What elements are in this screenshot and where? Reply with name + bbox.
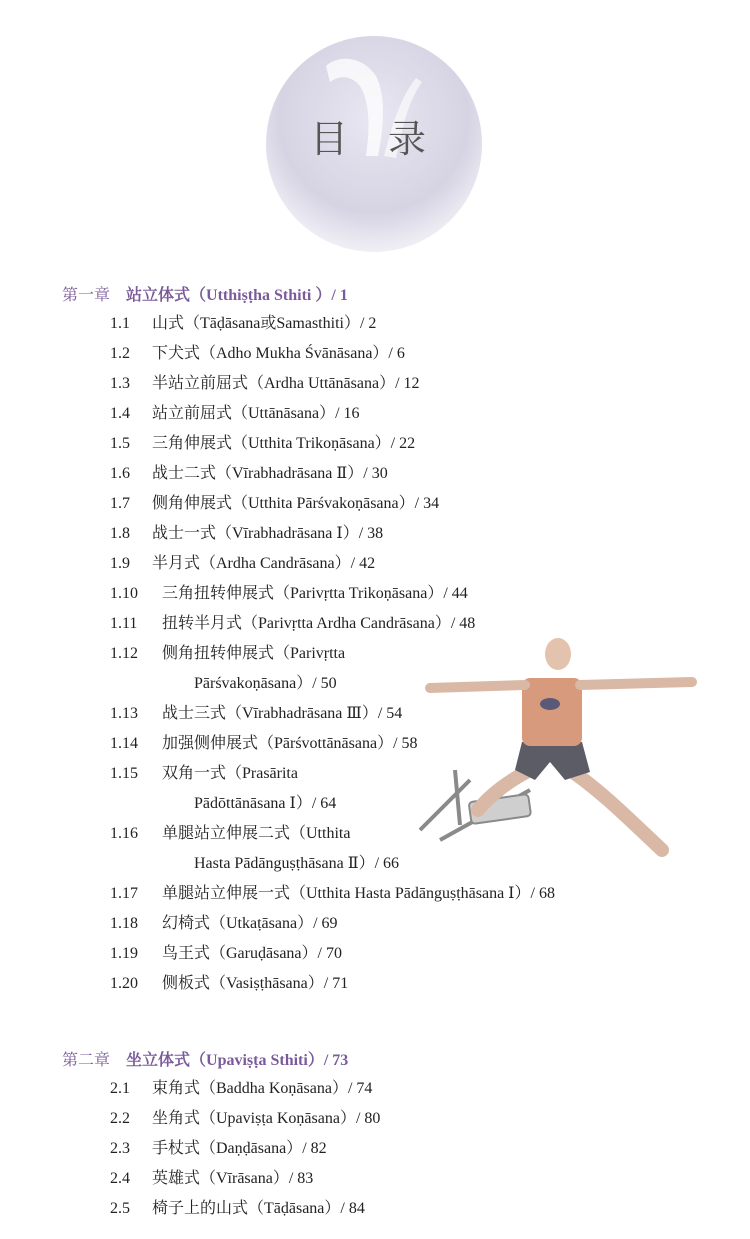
entry-number: 1.12 — [110, 645, 138, 662]
entry-number: 2.1 — [110, 1080, 130, 1097]
entry-number: 1.17 — [110, 885, 138, 902]
chapter-number: 第一章 — [62, 287, 111, 304]
entry-text: 三角扭转伸展式（Parivṛtta Trikoṇāsana）/ 44 — [162, 585, 468, 602]
entry-number: 1.2 — [110, 345, 130, 362]
entry-number: 1.14 — [110, 735, 138, 752]
chapter-heading[interactable] — [62, 1047, 348, 1070]
toc-entry[interactable] — [110, 580, 468, 603]
entry-number: 1.4 — [110, 405, 130, 422]
entry-text: 山式（Tāḍāsana或Samasthiti）/ 2 — [152, 315, 377, 332]
toc-entry[interactable] — [110, 910, 338, 933]
chapter-number: 第二章 — [62, 1052, 111, 1069]
entry-text: 战士二式（Vīrabhadrāsana Ⅱ）/ 30 — [152, 465, 388, 482]
toc-entry[interactable] — [110, 730, 418, 753]
page-title: 目 录 — [309, 117, 441, 161]
toc-entry[interactable] — [110, 880, 555, 903]
toc-entry[interactable] — [110, 370, 420, 393]
toc-entry[interactable] — [110, 430, 415, 453]
entry-text: 椅子上的山式（Tāḍāsana）/ 84 — [152, 1200, 365, 1217]
entry-text: 下犬式（Adho Mukha Śvānāsana）/ 6 — [152, 345, 405, 362]
entry-number: 1.3 — [110, 375, 130, 392]
entry-number: 1.11 — [110, 615, 138, 632]
toc-entry[interactable] — [110, 400, 360, 423]
yoga-pose-illustration — [400, 630, 700, 870]
entry-text: 半月式（Ardha Candrāsana）/ 42 — [152, 555, 376, 572]
toc-entry[interactable] — [110, 940, 342, 963]
toc-entry[interactable] — [110, 460, 388, 483]
entry-text: 单腿站立伸展二式（Utthita — [162, 825, 351, 842]
entry-text: 站立前屈式（Uttānāsana）/ 16 — [152, 405, 360, 422]
entry-number: 1.5 — [110, 435, 130, 452]
toc-entry[interactable] — [110, 1165, 313, 1188]
toc-entry[interactable] — [110, 1135, 327, 1158]
entry-number: 1.19 — [110, 945, 138, 962]
entry-number: 1.1 — [110, 315, 130, 332]
entry-number: 1.9 — [110, 555, 130, 572]
toc-entry-continuation[interactable]: Hasta Pādānguṣṭhāsana Ⅱ）/ 66 — [194, 855, 400, 872]
entry-number: 2.4 — [110, 1170, 130, 1187]
entry-number: 1.6 — [110, 465, 130, 482]
entry-number: 1.20 — [110, 975, 138, 992]
entry-text: 扭转半月式（Parivṛtta Ardha Candrāsana）/ 48 — [162, 615, 476, 632]
entry-number: 1.16 — [110, 825, 138, 842]
entry-number: 1.8 — [110, 525, 130, 542]
entry-text: 手杖式（Daṇḍāsana）/ 82 — [152, 1140, 327, 1157]
toc-entry-continuation[interactable]: Pādōttānāsana Ⅰ）/ 64 — [194, 795, 337, 812]
toc-entry[interactable] — [110, 310, 376, 333]
toc-entry[interactable] — [110, 1105, 380, 1128]
entry-text: 三角伸展式（Utthita Trikoṇāsana）/ 22 — [152, 435, 416, 452]
entry-text: 幻椅式（Utkaṭāsana）/ 69 — [162, 915, 338, 932]
chapter-title: 坐立体式（Upaviṣṭa Sthiti）/ 73 — [126, 1052, 349, 1069]
entry-text: 英雄式（Vīrāsana）/ 83 — [152, 1170, 314, 1187]
toc-entry[interactable] — [110, 640, 345, 663]
entry-number: 1.10 — [110, 585, 138, 602]
entry-text: 侧角扭转伸展式（Parivṛtta — [162, 645, 346, 662]
toc-entry[interactable] — [110, 340, 405, 363]
entry-text: 鸟王式（Garuḍāsana）/ 70 — [162, 945, 342, 962]
entry-number: 2.2 — [110, 1110, 130, 1127]
entry-text: 加强侧伸展式（Pārśvottānāsana）/ 58 — [162, 735, 418, 752]
toc-entry[interactable] — [110, 550, 375, 573]
toc-entry[interactable] — [110, 820, 350, 843]
entry-number: 1.15 — [110, 765, 138, 782]
entry-text: 战士一式（Vīrabhadrāsana Ⅰ）/ 38 — [152, 525, 384, 542]
entry-number: 1.18 — [110, 915, 138, 932]
toc-entry[interactable] — [110, 490, 439, 513]
chapter-heading[interactable] — [62, 282, 348, 305]
toc-entry[interactable] — [110, 700, 402, 723]
toc-entry[interactable] — [110, 970, 348, 993]
entry-text: 半站立前屈式（Ardha Uttānāsana）/ 12 — [152, 375, 420, 392]
entry-number: 1.13 — [110, 705, 138, 722]
toc-entry[interactable] — [110, 1195, 365, 1218]
entry-text: 侧板式（Vasiṣṭhāsana）/ 71 — [162, 975, 349, 992]
entry-text: 坐角式（Upaviṣṭa Koṇāsana）/ 80 — [152, 1110, 381, 1127]
entry-number: 1.7 — [110, 495, 130, 512]
toc-entry[interactable] — [110, 760, 298, 783]
entry-text: 侧角伸展式（Utthita Pārśvakoṇāsana）/ 34 — [152, 495, 440, 512]
entry-text: 双角一式（Prasārita — [162, 765, 298, 782]
entry-text: 单腿站立伸展一式（Utthita Hasta Pādānguṣṭhāsana Ⅰ）/ 68 — [162, 885, 555, 902]
entry-text: 战士三式（Vīrabhadrāsana Ⅲ）/ 54 — [162, 705, 403, 722]
toc-entry[interactable] — [110, 1075, 372, 1098]
entry-number: 2.3 — [110, 1140, 130, 1157]
entry-text: 束角式（Baddha Koṇāsana）/ 74 — [152, 1080, 373, 1097]
chapter-title: 站立体式（Utthiṣṭha Sthiti ）/ 1 — [126, 287, 348, 304]
toc-entry-continuation[interactable]: Pārśvakoṇāsana）/ 50 — [194, 675, 337, 692]
toc-entry[interactable] — [110, 520, 383, 543]
entry-number: 2.5 — [110, 1200, 130, 1217]
